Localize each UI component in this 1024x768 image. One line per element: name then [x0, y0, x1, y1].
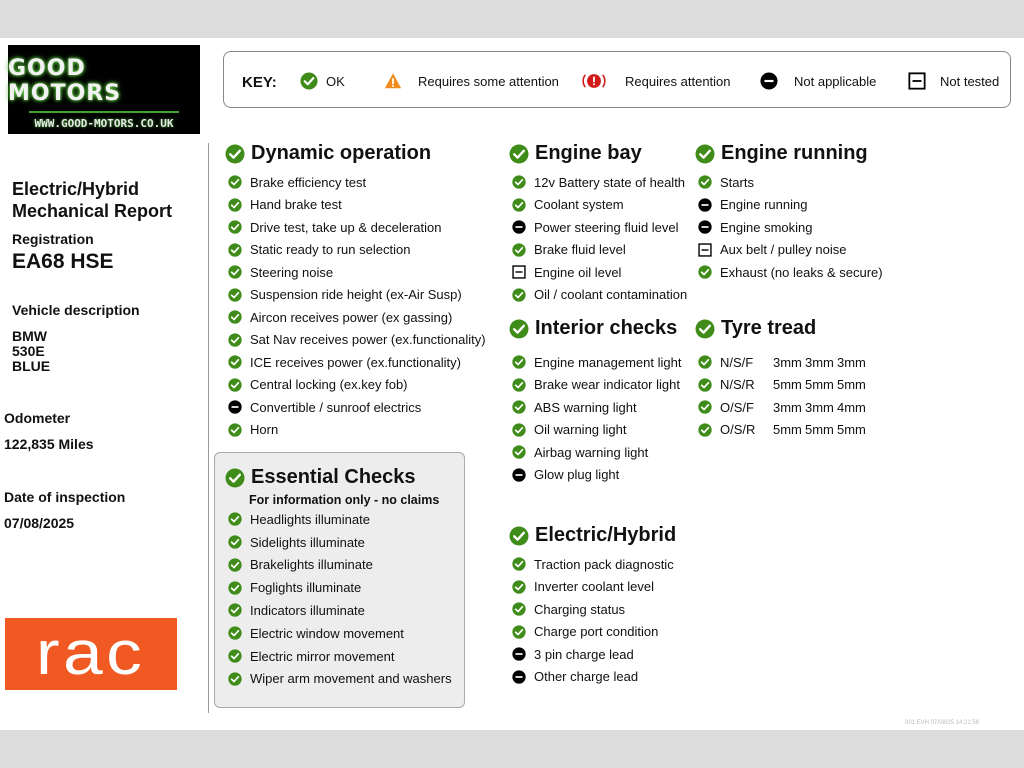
ok-icon [228, 175, 242, 189]
check-item [698, 351, 866, 374]
check-item [512, 194, 624, 217]
ok-icon [509, 526, 529, 546]
ok-icon [512, 557, 526, 571]
ok-icon [698, 355, 712, 369]
key-label: Requires some attention [418, 73, 559, 89]
check-item-label: Drive test, take up & deceleration [250, 219, 442, 235]
section-title-text: Tyre tread [721, 317, 817, 339]
logo-title: GOOD MOTORS [8, 55, 122, 106]
check-item-label: Static ready to run selection [250, 242, 411, 258]
check-item [228, 374, 408, 397]
ok-icon [698, 265, 712, 279]
ok-icon [228, 378, 242, 392]
tyre-tread-value: 5mm [837, 377, 866, 393]
ok-icon [228, 423, 242, 437]
tyre-tread-value: 3mm [805, 399, 834, 415]
tyre-tread-value: 5mm [805, 422, 834, 438]
section-title-tyre [695, 317, 816, 340]
ok-icon [698, 175, 712, 189]
check-item-label: Headlights illuminate [250, 511, 370, 527]
section-title-engine-bay [509, 142, 642, 165]
check-item [512, 553, 674, 576]
tyre-tread-value: 3mm [773, 399, 802, 415]
check-item [698, 261, 883, 284]
check-item-label: Aux belt / pulley noise [720, 242, 847, 258]
check-item [512, 643, 634, 666]
odometer-label: Odometer [4, 410, 71, 426]
check-item-label: N/S/R [720, 377, 755, 393]
key-label: Not applicable [794, 73, 877, 89]
check-item-label: Traction pack diagnostic [534, 556, 674, 572]
check-item [512, 261, 621, 284]
odometer-value: 122,835 Miles [4, 436, 94, 452]
inspection-date-label: Date of inspection [4, 489, 126, 505]
ok-icon [512, 625, 526, 639]
check-item [228, 668, 452, 691]
check-item-label: Sat Nav receives power (ex.functionality) [250, 332, 486, 348]
check-item [228, 306, 452, 329]
ok-icon [512, 288, 526, 302]
ok-icon [225, 144, 245, 164]
check-item [228, 645, 394, 668]
check-item-label: O/S/F [720, 399, 754, 415]
ok-icon [228, 535, 242, 549]
ok-icon [228, 355, 242, 369]
check-item-label: Charge port condition [534, 624, 659, 640]
check-item-label: Hand brake test [250, 197, 342, 213]
check-item-label: Engine smoking [720, 219, 813, 235]
check-item [512, 374, 680, 397]
vehicle-make: BMW [12, 328, 47, 344]
ok-icon [228, 243, 242, 257]
check-item-label: Oil / coolant contamination [534, 287, 688, 303]
check-item-label: Suspension ride height (ex-Air Susp) [250, 287, 462, 303]
check-item [698, 216, 813, 239]
ok-icon [228, 333, 242, 347]
check-item-label: Steering noise [250, 264, 334, 280]
ok-icon [228, 265, 242, 279]
not-tested-icon [512, 265, 526, 279]
report-title-line1: Electric/Hybrid [12, 179, 140, 199]
alert-icon [581, 72, 607, 90]
check-item [228, 194, 342, 217]
check-item-label: Brake fluid level [534, 242, 626, 258]
key-label: Requires attention [625, 73, 731, 89]
check-item [512, 598, 625, 621]
key-label: OK [326, 73, 345, 89]
ok-icon [698, 400, 712, 414]
tyre-tread-value: 5mm [773, 422, 802, 438]
vehicle-colour: BLUE [12, 358, 51, 374]
check-item-label: Charging status [534, 601, 626, 617]
check-item [228, 622, 404, 645]
section-title-text: Engine bay [535, 142, 642, 164]
key-item-warning [384, 72, 559, 90]
check-item-label: 12v Battery state of health [534, 174, 686, 190]
tyre-tread-values [773, 422, 866, 437]
ok-icon [695, 144, 715, 164]
check-item [698, 171, 754, 194]
check-item-label: Horn [250, 422, 279, 438]
ok-icon [512, 400, 526, 414]
not-applicable-icon [760, 72, 778, 90]
tyre-tread-value: 3mm [805, 354, 834, 370]
check-item-label: Electric window movement [250, 625, 404, 641]
not-applicable-icon [698, 220, 712, 234]
ok-icon [512, 175, 526, 189]
not-applicable-icon [512, 647, 526, 661]
check-item-label: Central locking (ex.key fob) [250, 377, 408, 393]
check-item-label: Convertible / sunroof electrics [250, 399, 422, 415]
check-item [512, 351, 681, 374]
check-item-label: Glow plug light [534, 467, 620, 483]
key-label: Not tested [940, 73, 1000, 89]
check-item [512, 441, 648, 464]
check-item [512, 396, 637, 419]
check-item [228, 576, 361, 599]
section-title-text: Dynamic operation [251, 142, 432, 164]
check-item [698, 419, 866, 442]
ok-icon [225, 468, 245, 488]
section-title-essential [225, 466, 416, 489]
check-item-label: Engine running [720, 197, 808, 213]
check-item [512, 239, 626, 262]
section-title-text: Electric/Hybrid [535, 524, 677, 546]
section-title-engine-running [695, 142, 868, 165]
check-item-label: N/S/F [720, 354, 754, 370]
rac-logo-text: rac [36, 619, 146, 688]
tyre-tread-value: 5mm [837, 422, 866, 438]
section-title-electric [509, 524, 676, 547]
ok-icon [512, 198, 526, 212]
ok-icon [228, 288, 242, 302]
vehicle-model: 530E [12, 343, 45, 359]
check-item-label: Brake wear indicator light [534, 377, 680, 393]
ok-icon [512, 378, 526, 392]
check-item [228, 599, 365, 622]
ok-icon [509, 144, 529, 164]
check-item-label: Exhaust (no leaks & secure) [720, 264, 883, 280]
vehicle-description [12, 329, 50, 374]
tyre-tread-value: 5mm [773, 377, 802, 393]
registration-value: EA68 HSE [12, 250, 114, 273]
divider-line [208, 143, 209, 713]
footer-stamp: 001 EVH 07/08/25 14:21:56 [905, 720, 980, 726]
report-title-line2: Mechanical Report [12, 201, 173, 221]
check-item [698, 239, 846, 262]
tyre-tread-value: 5mm [805, 377, 834, 393]
tyre-tread-values [773, 377, 866, 392]
tyre-tread-value: 3mm [837, 354, 866, 370]
ok-icon [698, 423, 712, 437]
check-item [698, 374, 866, 397]
section-title-text: Engine running [721, 142, 868, 164]
key-item-alert [581, 72, 731, 90]
tyre-tread-values [773, 355, 866, 370]
ok-icon [228, 603, 242, 617]
check-item-label: Sidelights illuminate [250, 534, 365, 550]
ok-icon [300, 72, 318, 90]
check-item [228, 351, 461, 374]
section-title-text: Essential Checks [251, 466, 416, 488]
check-item [512, 576, 654, 599]
check-item-label: Wiper arm movement and washers [250, 671, 452, 687]
check-item [512, 419, 627, 442]
inspection-date-value: 07/08/2025 [4, 515, 75, 531]
check-item-label: ICE receives power (ex.functionality) [250, 354, 461, 370]
report-page [0, 38, 1024, 730]
check-item [512, 171, 685, 194]
ok-icon [228, 310, 242, 324]
section-title-text: Interior checks [535, 317, 678, 339]
section-subtitle: For information only - no claims [249, 493, 440, 507]
ok-icon [509, 319, 529, 339]
key-title: KEY: [242, 74, 277, 91]
check-item [228, 396, 421, 419]
check-item [698, 194, 807, 217]
check-item-label: Brakelights illuminate [250, 557, 373, 573]
ok-icon [228, 512, 242, 526]
check-item-label: Foglights illuminate [250, 580, 362, 596]
check-item-label: ABS warning light [534, 399, 637, 415]
ok-icon [228, 626, 242, 640]
logo-divider [29, 111, 179, 113]
not-applicable-icon [698, 198, 712, 212]
check-item-label: Electric mirror movement [250, 648, 395, 664]
check-item-label: Engine management light [534, 354, 682, 370]
check-item [228, 554, 373, 577]
ok-icon [512, 580, 526, 594]
ok-icon [512, 243, 526, 257]
check-item-label: Oil warning light [534, 422, 627, 438]
ok-icon [228, 581, 242, 595]
key-item-ok [300, 72, 345, 90]
ok-icon [228, 220, 242, 234]
not-applicable-icon [512, 468, 526, 482]
ok-icon [228, 558, 242, 572]
check-item [228, 171, 366, 194]
key-item-not-applicable [760, 72, 876, 90]
check-item [512, 666, 638, 689]
tyre-tread-value: 4mm [837, 399, 866, 415]
check-item-label: O/S/R [720, 422, 756, 438]
check-item [512, 216, 679, 239]
check-item [228, 216, 442, 239]
ok-icon [698, 378, 712, 392]
good-motors-logo [8, 45, 200, 134]
vehicle-description-label: Vehicle description [12, 302, 140, 318]
check-item-label: Aircon receives power (ex gassing) [250, 309, 453, 325]
check-item-label: 3 pin charge lead [534, 646, 634, 662]
section-title-interior [509, 317, 677, 340]
check-item-label: Starts [720, 174, 754, 190]
check-item-label: Airbag warning light [534, 444, 649, 460]
ok-icon [512, 355, 526, 369]
tyre-tread-value: 3mm [773, 354, 802, 370]
not-applicable-icon [228, 400, 242, 414]
check-item-label: Indicators illuminate [250, 602, 365, 618]
key-legend [223, 51, 1011, 108]
check-item-label: Inverter coolant level [534, 579, 654, 595]
not-tested-icon [698, 243, 712, 257]
ok-icon [512, 602, 526, 616]
check-item-label: Other charge lead [534, 669, 639, 685]
ok-icon [512, 445, 526, 459]
check-item [228, 531, 365, 554]
ok-icon [512, 423, 526, 437]
check-item [512, 284, 687, 307]
key-item-not-tested [908, 72, 999, 90]
check-item [512, 464, 619, 487]
check-item-label: Power steering fluid level [534, 219, 679, 235]
warning-icon [384, 72, 402, 90]
tyre-tread-values [773, 400, 866, 415]
logo-url: WWW.GOOD-MOTORS.CO.UK [34, 116, 174, 130]
check-item [228, 329, 486, 352]
ok-icon [228, 198, 242, 212]
registration-label: Registration [12, 231, 94, 247]
check-item [228, 261, 333, 284]
check-item-label: Engine oil level [534, 264, 622, 280]
ok-icon [228, 672, 242, 686]
ok-icon [228, 649, 242, 663]
rac-logo [5, 618, 177, 690]
check-item [698, 396, 866, 419]
section-title-dynamic [225, 142, 431, 165]
check-item [228, 419, 278, 442]
check-item [228, 284, 462, 307]
check-item-label: Brake efficiency test [250, 174, 367, 190]
check-item-label: Coolant system [534, 197, 624, 213]
check-item [512, 621, 658, 644]
not-applicable-icon [512, 670, 526, 684]
not-tested-icon [908, 72, 926, 90]
check-item [228, 508, 370, 531]
report-title [12, 178, 172, 222]
check-item [228, 239, 410, 262]
not-applicable-icon [512, 220, 526, 234]
ok-icon [695, 319, 715, 339]
